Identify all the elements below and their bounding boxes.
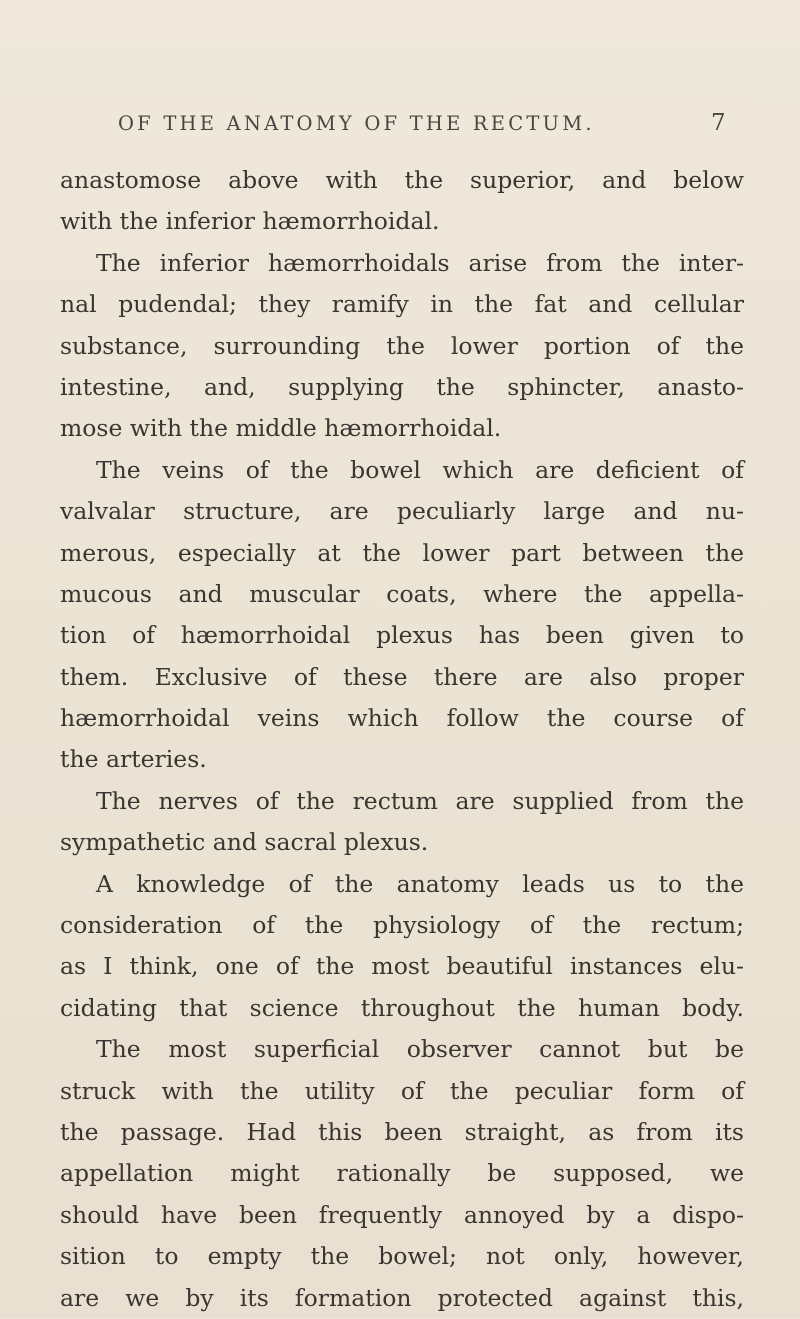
text-line: struck with the utility of the peculiar form of	[60, 1076, 744, 1105]
text-line: cidating that science throughout the human body.	[60, 993, 744, 1022]
text-line: valvalar structure, are peculiarly large and nu-	[60, 497, 744, 526]
text-line: appellation might rationally be supposed, we	[60, 1159, 744, 1188]
text-line: tion of hæmorrhoidal plexus has been given to	[60, 621, 744, 650]
text-line: the arteries.	[60, 745, 207, 774]
text-line: should have been frequently annoyed by a dispo-	[60, 1200, 744, 1229]
text-line: nal pudendal; they ramify in the fat and cellular	[60, 290, 744, 319]
text-line: are we by its formation protected against this,	[60, 1283, 744, 1312]
text-line: The inferior hæmorrhoidals arise from the inter-	[96, 248, 744, 277]
text-line: consideration of the physiology of the rectum;	[60, 911, 744, 940]
page-number: 7	[711, 110, 726, 136]
text-line: The veins of the bowel which are deficient of	[96, 455, 744, 484]
running-head: OF THE ANATOMY OF THE RECTUM.	[118, 112, 595, 135]
text-line: with the inferior hæmorrhoidal.	[60, 207, 440, 236]
text-line: sition to empty the bowel; not only, however,	[60, 1242, 744, 1271]
text-line: as I think, one of the most beautiful instances elu-	[60, 952, 744, 981]
text-line: sympathetic and sacral plexus.	[60, 828, 429, 857]
text-line: mose with the middle hæmorrhoidal.	[60, 414, 502, 443]
text-line: substance, surrounding the lower portion of the	[60, 331, 744, 360]
text-line: A knowledge of the anatomy leads us to the	[96, 869, 744, 898]
text-line: anastomose above with the superior, and below	[60, 166, 744, 194]
text-line: the passage. Had this been straight, as from its	[60, 1117, 744, 1146]
text-line: them. Exclusive of these there are also proper	[60, 662, 744, 691]
text-line: hæmorrhoidal veins which follow the course of	[60, 704, 744, 733]
text-line: The most superficial observer cannot but be	[96, 1035, 744, 1064]
body-text	[60, 160, 744, 1319]
text-line: The nerves of the rectum are supplied from the	[96, 786, 744, 815]
text-line: mucous and muscular coats, where the appella-	[60, 579, 744, 608]
text-line: intestine, and, supplying the sphincter, anasto-	[60, 372, 744, 401]
text-line: merous, especially at the lower part between the	[60, 538, 744, 567]
